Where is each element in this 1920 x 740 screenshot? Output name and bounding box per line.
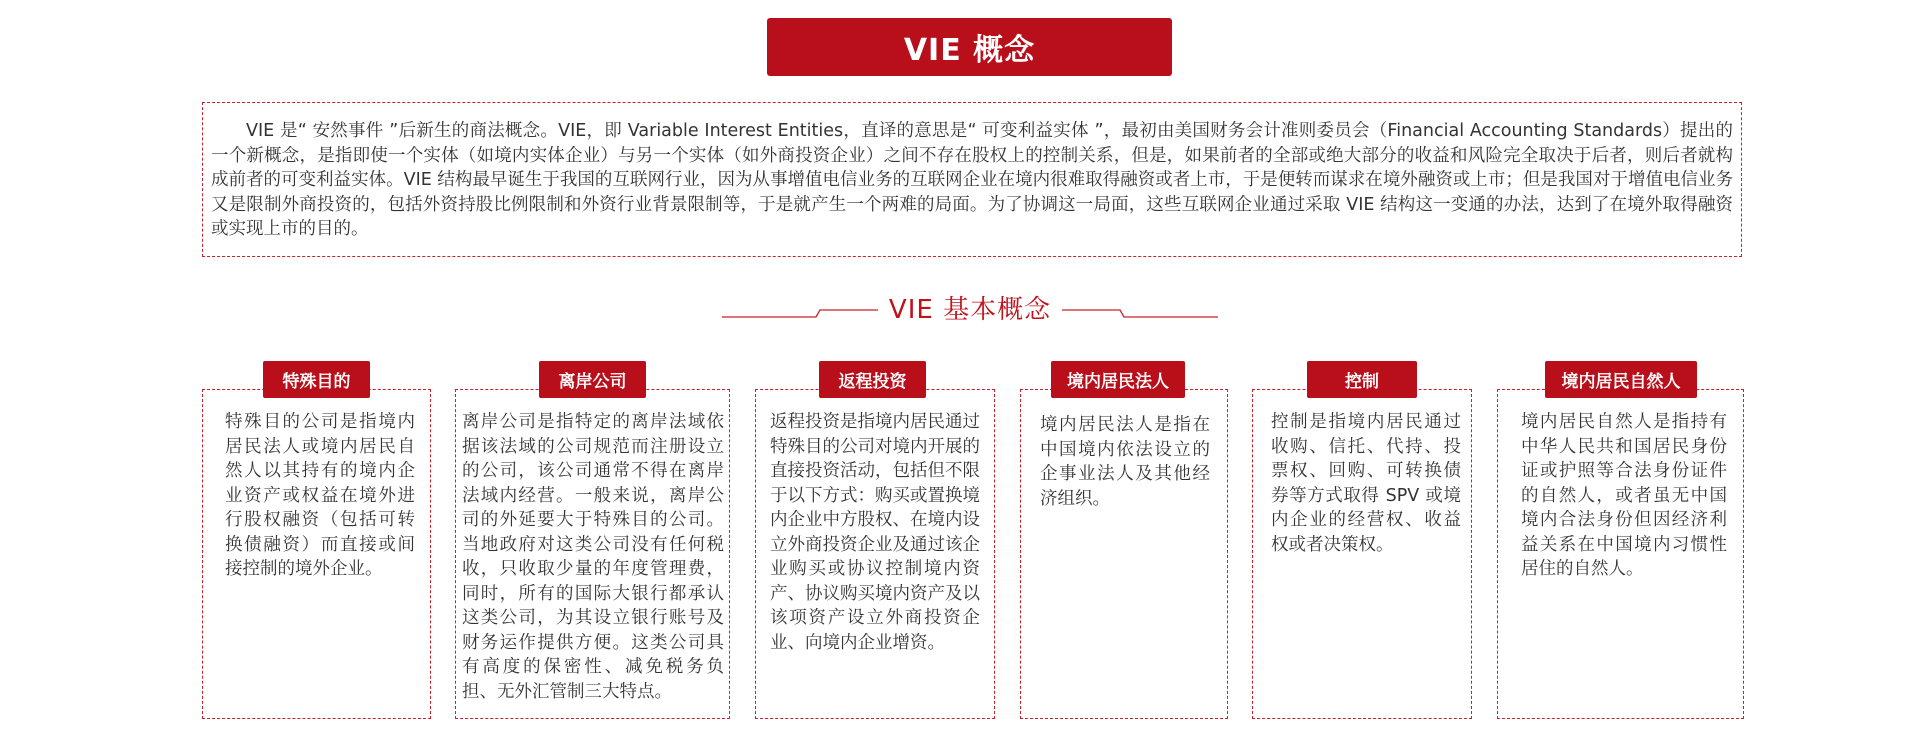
concept-card-label: 返程投资	[819, 361, 926, 398]
heading-divider-right	[1060, 292, 1220, 328]
concept-card-label: 境内居民法人	[1051, 361, 1185, 398]
heading-divider-left	[720, 292, 880, 328]
concept-card-label: 离岸公司	[539, 361, 646, 398]
concept-card-text: 特殊目的公司是指境内居民法人或境内居民自然人以其持有的境内企业资产或权益在境外进行股权融资（包括可转换债融资）而直接或间接控制的境外企业。	[225, 412, 415, 579]
concept-card-label: 特殊目的	[263, 361, 370, 398]
concept-card-label: 控制	[1307, 361, 1417, 398]
concept-card-text: 控制是指境内居民通过收购、信托、代持、投票权、回购、可转换债券等方式取得 SPV 或境内企业的经营权、收益权或者决策权。	[1271, 412, 1461, 555]
concept-card-text: 境内居民法人是指在中国境内依法设立的企事业法人及其他经济组织。	[1040, 415, 1210, 509]
concept-card-text: 离岸公司是指特定的离岸法域依据该法域的公司规范而注册设立的公司，该公司通常不得在离岸法域内经营。一般来说，离岸公司的外延要大于特殊目的公司。当地政府对这类公司没有任何税收，只收取少量的年度管理费，同时，所有的国际大银行都承认这类公司，为其设立银行账号及财务运作提供方便。这类公司具有高度的保密性、减免税务负担、无外汇管制三大特点。	[462, 412, 724, 702]
section-heading-text: VIE 基本概念	[888, 295, 1052, 325]
concept-card-text: 境内居民自然人是指持有中华人民共和国居民身份证或护照等合法身份证件的自然人，或者虽无中国境内合法身份但因经济利益关系在中国境内习惯性居住的自然人。	[1521, 412, 1727, 579]
concept-card-label: 境内居民自然人	[1545, 361, 1697, 398]
concept-card-text: 返程投资是指境内居民通过特殊目的公司对境内开展的直接投资活动，包括但不限于以下方式：购买或置换境内企业中方股权、在境内设立外商投资企业及通过该企业购买或协议控制境内资产、协议购买境内资产及以该项资产设立外商投资企业、向境内企业增资。	[770, 412, 980, 653]
page-title: VIE 概念	[767, 18, 1172, 76]
intro-paragraph: VIE 是“ 安然事件 ”后新生的商法概念。VIE，即 Variable Interest Entities，直译的意思是“ 可变利益实体 ”，最初由美国财务会计准则委员会（Financial Accounting Standards）提出的一个新概念，是指即使一个实体（如境内实体企业）与另一个实体（如外商投资企业）之间不存在股权上的控制关系，但是，如果前者的全部或绝大部分的收益和风险完全取决于后者，则后者就构成前者的可变利益实体。VIE 结构最早诞生于我国的互联网行业，因为从事增值电信业务的互联网企业在境内很难取得融资或者上市，于是便转而谋求在境外融资或上市；但是我国对于增值电信业务又是限制外商投资的，包括外资持股比例限制和外资行业背景限制等，于是就产生一个两难的局面。为了协调这一局面，这些互联网企业通过采取 VIE 结构这一变通的办法，达到了在境外取得融资或实现上市的目的。	[202, 102, 1742, 257]
section-heading	[720, 292, 1220, 328]
